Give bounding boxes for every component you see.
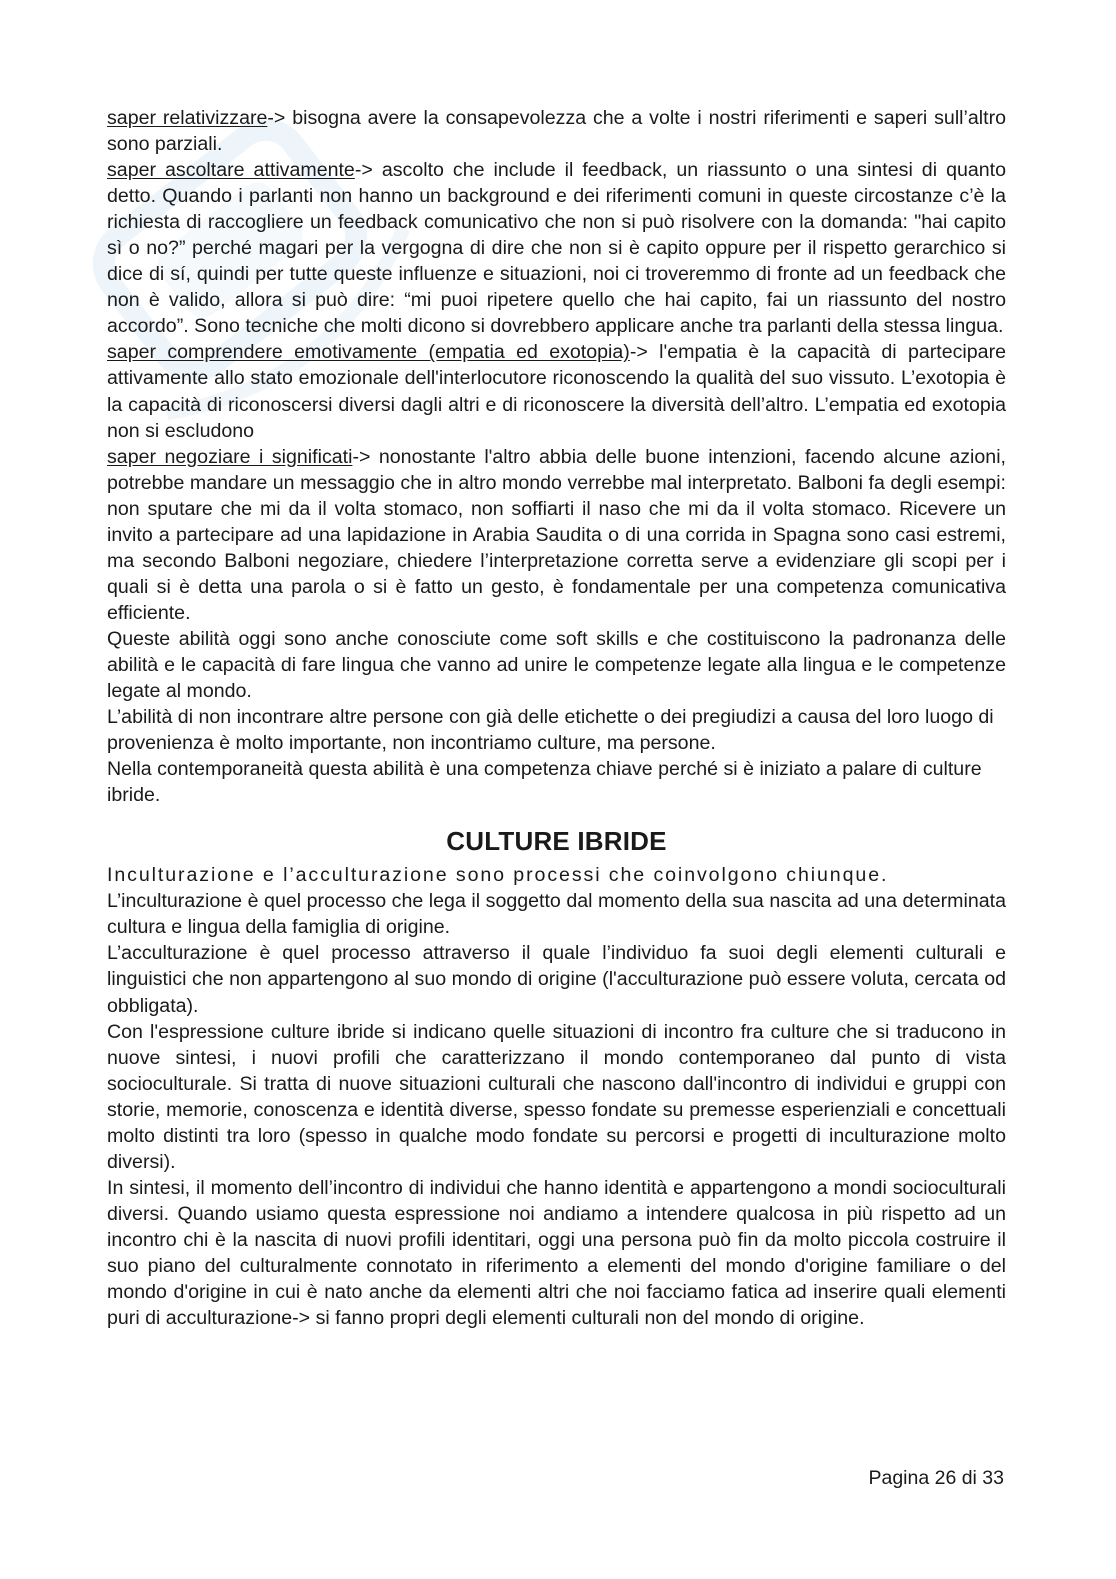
section-heading: CULTURE IBRIDE (446, 826, 667, 857)
paragraph-saper-negoziare: saper negoziare i significati-> nonostante l'altro abbia delle buone intenzioni, facendo alcune azioni, potrebbe mandare un messaggio che in altro mondo verrebbe mal interpretato. Balboni fa degli esempi: non sputare che mi da il volta stomaco, non soffiarti il naso che mi da il volta stomaco. Ricevere un invito a partecipare ad una lapidazione in Arabia Saudita o di una corrida in Spagna sono casi estremi, ma secondo Balboni negoziare, chiedere l’interpretazione corretta serve a evidenziare gli scopi per i quali si è detta una parola o si è fatto un gesto, è fondamentale per una competenza comunicativa efficiente. (107, 445, 1006, 624)
paragraph-saper-relativizzare: saper relativizzare-> bisogna avere la consapevolezza che a volte i nostri riferimenti e saperi sull’altro sono parziali. (107, 107, 1006, 156)
paragraph-etichette: L’abilità di non incontrare altre persone con già delle etichette o dei pregiudizi a causa del loro luogo di provenienza è molto importante, non incontriamo culture, ma persone. (107, 706, 994, 755)
term-saper-ascoltare: saper ascoltare attivamente (107, 159, 355, 182)
paragraph-contemporaneita: Nella contemporaneità questa abilità è una competenza chiave perché si è iniziato a palare di culture ibride. (107, 758, 982, 807)
term-saper-relativizzare: saper relativizzare (107, 107, 268, 129)
paragraph-inculturazione-intro: Inculturazione e l’acculturazione sono processi che coinvolgono chiunque. (107, 864, 889, 887)
paragraph-culture-ibride: Con l'espressione culture ibride si indicano quelle situazioni di incontro fra culture che si traducono in nuove sintesi, i nuovi profili che caratterizzano il mondo contemporaneo dal punto di vista socioculturale. Si tratta di nuove situazioni culturali che nascono dall'incontro di individui e gruppi con storie, memorie, conoscenza e identità diverse, spesso fondate su premesse esperienziali e concettuali molto distinti tra loro (spesso in qualche modo fondate su percorsi e progetti di inculturazione molto diversi). (107, 1020, 1006, 1173)
document-body (107, 105, 1006, 1331)
term-saper-negoziare: saper negoziare i significati (107, 445, 353, 468)
paragraph-inculturazione: L’inculturazione è quel processo che lega il soggetto dal momento della sua nascita ad una determinata cultura e lingua della famiglia di origine. (107, 890, 1006, 939)
paragraph-in-sintesi: In sintesi, il momento dell’incontro di individui che hanno identità e appartengono a mondi socioculturali diversi. Quando usiamo questa espressione noi andiamo a intendere qualcosa in più rispetto ad un incontro chi è la nascita di nuovi profili identitari, oggi una persona può fin da molto piccola costruire il suo piano del culturalmente connotato in riferimento a elementi del mondo d'origine familiare o del mondo d'origine in cui è nato anche da elementi altri che noi facciamo fatica ad inserire quali elementi puri di acculturazione-> si fanno propri degli elementi culturali non del mondo di origine. (107, 1176, 1006, 1330)
term-saper-comprendere: saper comprendere emotivamente (empatia ed exotopia) (107, 341, 630, 364)
paragraph-soft-skills: Queste abilità oggi sono anche conosciute come soft skills e che costituiscono la padronanza delle abilità e le capacità di fare lingua che vanno ad unire le competenze legate alla lingua e le competenze legate al mondo. (107, 627, 1006, 703)
paragraph-saper-ascoltare: saper ascoltare attivamente-> ascolto che include il feedback, un riassunto o una sintesi di quanto detto. Quando i parlanti non hanno un background e dei riferimenti comuni in queste circostanze c’è la richiesta di raccogliere un feedback comunicativo che non si può risolvere con la domanda: "hai capito sì o no?” perché magari per la vergogna di dire che non si è capito oppure per il rispetto gerarchico si dice di sí, quindi per tutte queste influenze e situazioni, noi ci troveremmo di fronte ad un feedback che non è valido, allora si può dire: “mi puoi ripetere quello che hai capito, fai un riassunto del nostro accordo”. Sono tecniche che molti dicono si dovrebbero applicare anche tra parlanti della stessa lingua. (107, 159, 1006, 338)
paragraph-saper-comprendere: saper comprendere emotivamente (empatia ed exotopia)-> l'empatia è la capacità di partecipare attivamente allo stato emozionale dell'interlocutore riconoscendo la qualità del suo vissuto. L’exotopia è la capacità di riconoscersi diversi dagli altri e di riconoscere la diversità dell’altro. L’empatia ed exotopia non si escludono (107, 341, 1006, 442)
paragraph-acculturazione: L’acculturazione è quel processo attraverso il quale l’individuo fa suoi degli elementi culturali e linguistici che non appartengono al suo mondo di origine (l'acculturazione può essere voluta, cercata od obbligata). (107, 942, 1006, 1017)
page-number: Pagina 26 di 33 (868, 1467, 1004, 1489)
